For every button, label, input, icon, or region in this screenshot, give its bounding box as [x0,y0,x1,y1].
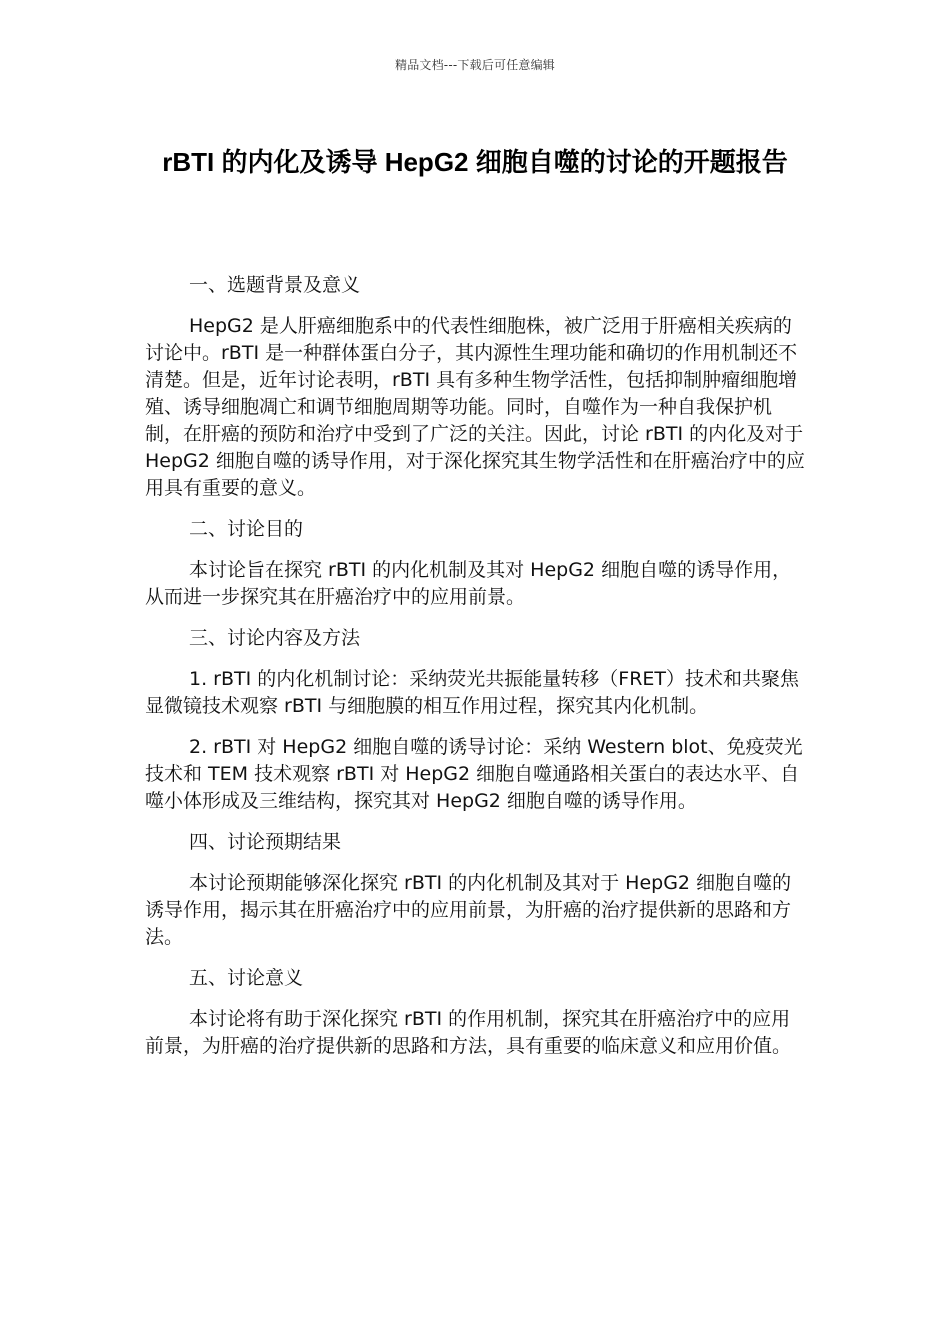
paragraph-background: HepG2 是人肝癌细胞系中的代表性细胞株，被广泛用于肝癌相关疾病的讨论中。rBTI 是一种群体蛋白分子，其内源性生理功能和确切的作用机制还不清楚。但是，近年讨论表明，rBTI 具有多种生物学活性，包括抑制肿瘤细胞增殖、诱导细胞凋亡和调节细胞周期等功能。同时，自噬作为一种自我保护机制，在肝癌的预防和治疗中受到了广泛的关注。因此，讨论 rBTI 的内化及对于 HepG2 细胞自噬的诱导作用，对于深化探究其生物学活性和在肝癌治疗中的应用具有重要的意义。 [145,315,805,499]
section-heading-significance: 五、讨论意义 [189,967,304,989]
document-body [145,272,807,1074]
paragraph-method-2: 2. rBTI 对 HepG2 细胞自噬的诱导讨论：采纳 Western blot、免疫荧光技术和 TEM 技术观察 rBTI 对 HepG2 细胞自噬通路相关蛋白的表达水平、自噬小体形成及三维结构，探究其对 HepG2 细胞自噬的诱导作用。 [145,736,803,812]
page-header: 精品文档---下载后可任意编辑 [395,58,555,72]
section-heading-expected-results: 四、讨论预期结果 [189,831,342,853]
paragraph-significance: 本讨论将有助于深化探究 rBTI 的作用机制，探究其在肝癌治疗中的应用前景，为肝癌的治疗提供新的思路和方法，具有重要的临床意义和应用价值。 [145,1008,792,1057]
paragraph-objective: 本讨论旨在探究 rBTI 的内化机制及其对 HepG2 细胞自噬的诱导作用，从而进一步探究其在肝癌治疗中的应用前景。 [145,559,792,608]
paragraph-expected-results: 本讨论预期能够深化探究 rBTI 的内化机制及其对于 HepG2 细胞自噬的诱导作用，揭示其在肝癌治疗中的应用前景，为肝癌的治疗提供新的思路和方法。 [145,872,792,948]
paragraph-method-1: 1. rBTI 的内化机制讨论：采纳荧光共振能量转移（FRET）技术和共聚焦显微镜技术观察 rBTI 与细胞膜的相互作用过程，探究其内化机制。 [145,668,800,717]
document-title: rBTI 的内化及诱导 HepG2 细胞自噬的讨论的开题报告 [162,147,788,177]
section-heading-objective: 二、讨论目的 [189,518,304,540]
section-heading-background: 一、选题背景及意义 [189,274,361,296]
section-heading-methods: 三、讨论内容及方法 [189,627,361,649]
